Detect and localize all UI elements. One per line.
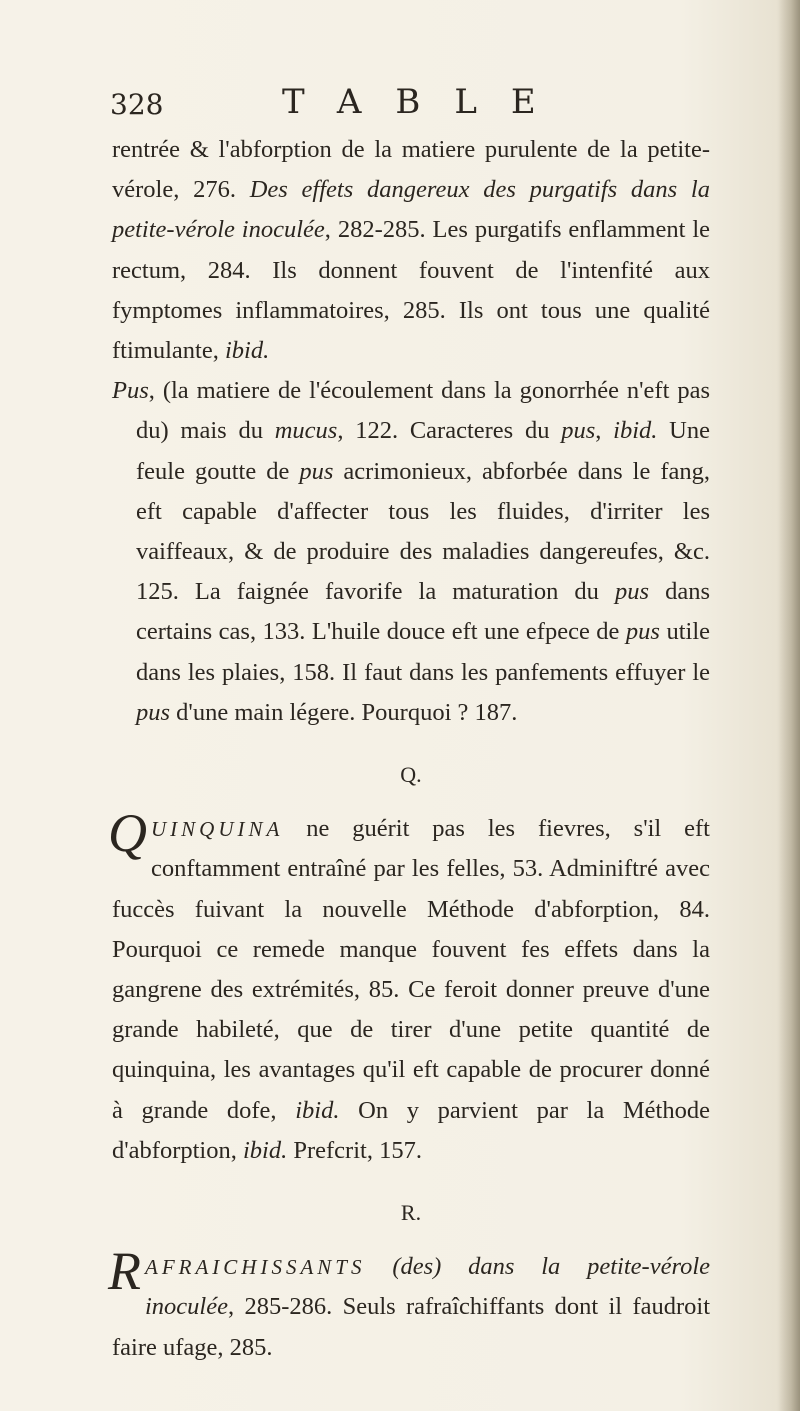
running-head: TABLE: [282, 82, 570, 122]
page-number: 328: [110, 88, 164, 121]
index-text: [108, 130, 711, 1368]
entry-quinquina: QUINQUINA ne guérit pas les fievres, s'il eft conftamment entraîné par les felles, 53. Adminiftré avec fuccès fuivant la nouvelle Méthode d'abforption, 84. Pourquoi ce remede manque fouvent fes effets dans la gangrene des extrémités, 85. Ce feroit donner preuve d'une grande habileté, que de tirer d'une petite quantité de quinquina, les avantages qu'il eft capable de procurer donné à grande dofe, ibid. On y parvient par la Méthode d'abforption, ibid. Prefcrit, 157.: [108, 803, 710, 1164]
page-header: [110, 82, 670, 128]
page-spine-shadow: [778, 0, 800, 1411]
entry-headword: AFRAICHISSANTS: [145, 1255, 366, 1280]
drop-cap-q: Q: [108, 803, 147, 864]
entry-pus: Pus, (la matiere de l'écoulement dans la gonorrhée n'eft pas du) mais du mucus, 122. Caracteres du pus, ibid. Une feule goutte de pus acrimonieux, abforbée dans le fang, eft capable d'affecter tous les fluides, d'irriter les vaiffeaux, & de produire des maladies dangereufes, &c. 125. La faignée favorife la maturation du pus dans certains cas, 133. L'huile douce eft une efpece de pus utile dans les plaies, 158. Il faut dans les panfements effuyer le pus d'une main légere. Pourquoi ? 187.: [112, 377, 711, 726]
entry-headword: Pus: [112, 377, 149, 405]
section-letter-q: Q.: [400, 762, 422, 788]
entry-rafraichissants: RAFRAICHISSANTS (des) dans la petite-vérole inoculée, 285-286. Seuls rafraîchiffants dont il faudroit faire ufage, 285.: [108, 1241, 710, 1361]
entry-headword: UINQUINA: [151, 817, 284, 842]
entry-pus-continuation: rentrée & l'abforption de la matiere purulente de la petite-vérole, 276. Des effets dangereux des purgatifs dans la petite-vérole inoculée, 282-285. Les purgatifs enflamment le rectum, 284. Ils donnent fouvent de l'intenfité aux fymptomes inflammatoires, 285. Ils ont tous une qualité ftimulante, ibid.: [112, 136, 711, 365]
drop-cap-r: R: [108, 1241, 141, 1302]
section-letter-r: R.: [400, 1200, 422, 1226]
